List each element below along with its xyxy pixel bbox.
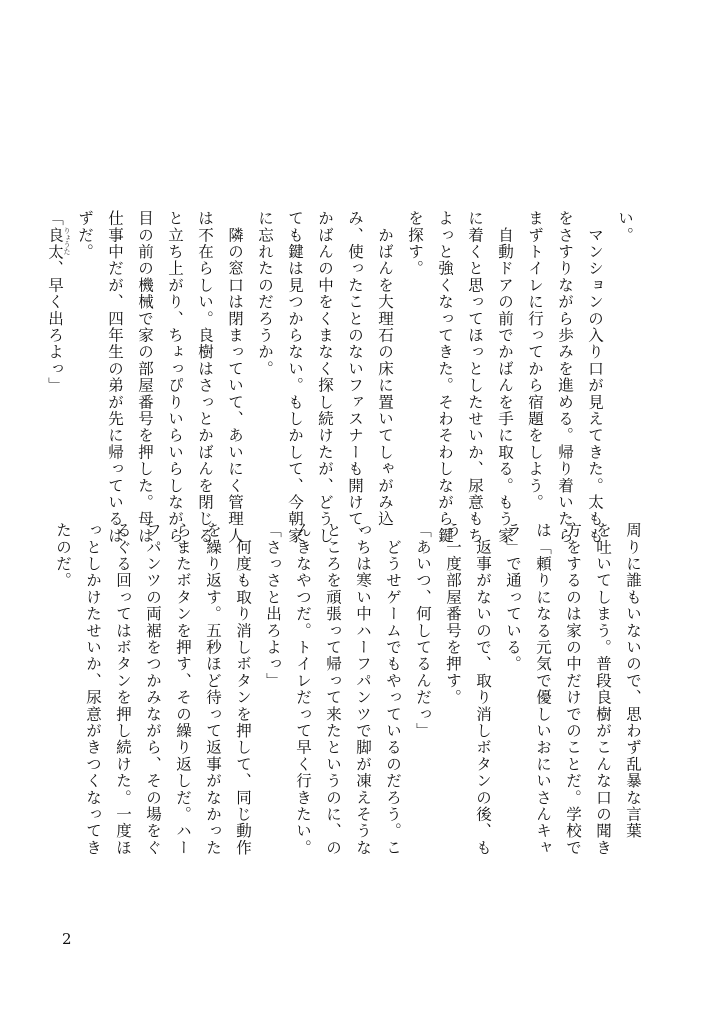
text-line: 「さっさと出ろよっ」 bbox=[264, 522, 282, 689]
text-line: んきなやつだ。トイレだって早く行きたい。 bbox=[294, 522, 312, 856]
text-line: ても鍵は見つからない。もしかして、今朝家 bbox=[286, 210, 304, 544]
quote-open: 「 bbox=[46, 210, 64, 227]
text-line: 返事がないので、取り消しボタンの後、も bbox=[474, 522, 492, 856]
text-line: っちは寒い中ハーフパンツで脚が凍えそうな bbox=[354, 522, 372, 856]
ruby-name bbox=[46, 226, 71, 261]
text-line: らまたボタンを押す、その繰り返しだ。ハー bbox=[174, 522, 192, 856]
text-line: をさすりながら歩みを進める。帰り着いたら bbox=[556, 210, 574, 544]
text-line: かばんを大理石の床に置いてしゃがみ込 bbox=[376, 210, 394, 528]
text-line: フパンツの両裾をつかみながら、その場をぐ bbox=[144, 522, 162, 856]
text-line: よっと強くなってきた。そわそわしながら鍵 bbox=[436, 210, 454, 544]
text-line: ずだ。 bbox=[76, 210, 94, 261]
text-line: い。 bbox=[616, 210, 634, 244]
ruby-reading: りょうた bbox=[63, 226, 71, 255]
upper-text-block bbox=[40, 210, 640, 561]
text-line: を繰り返す。五秒ほど待って返事がなかった bbox=[204, 522, 222, 856]
text-line: ところを頑張って帰って来たというのに、の bbox=[324, 522, 342, 856]
text-line: に着くと思ってほっとしたせいか、尿意もち bbox=[466, 210, 484, 544]
text-line: っとしかけたせいか、尿意がきつくなってき bbox=[84, 522, 102, 856]
text-line: かばんの中をくまなく探し続けたが、どうし bbox=[316, 210, 334, 544]
dialogue-line bbox=[40, 210, 70, 500]
text-line: 仕事中だが、四年生の弟が先に帰っているは bbox=[106, 210, 124, 544]
text-line: と立ち上がり、ちょっぴりいらいらしながら、 bbox=[166, 210, 184, 561]
text-line: 目の前の機械で家の部屋番号を押した。母は bbox=[136, 210, 154, 544]
text-line: う一度部屋番号を押す。 bbox=[444, 522, 462, 706]
text-line: たのだ。 bbox=[54, 522, 72, 589]
text-line: に忘れたのだろうか。 bbox=[256, 210, 274, 377]
text-line: 「あいつ、何してるんだっ」 bbox=[414, 522, 432, 740]
text-line: 隣の窓口は閉まっていて、あいにく管理人 bbox=[226, 210, 244, 544]
lower-text-block bbox=[48, 522, 648, 856]
text-line: るぐる回ってはボタンを押し続けた。一度ほ bbox=[114, 522, 132, 856]
text-line: 自動ドアの前でかばんを手に取る。もう家 bbox=[496, 210, 514, 544]
text-line: を吐いてしまう。普段良樹がこんな口の聞き bbox=[594, 522, 612, 856]
page-number: 2 bbox=[62, 930, 72, 948]
text-line: どうせゲームでもやっているのだろう。こ bbox=[384, 522, 402, 856]
text-line: は不在らしい。良樹はさっとかばんを閉じる bbox=[196, 210, 214, 544]
text-line: ラ」で通っている。 bbox=[504, 522, 522, 673]
text-line: まずトイレに行ってから宿題をしよう。 bbox=[526, 210, 544, 511]
text-line: を探す。 bbox=[406, 210, 424, 277]
text-line: 何度も取り消しボタンを押して、同じ動作 bbox=[234, 522, 252, 856]
text-line: み、使ったことのないファスナーも開けて、 bbox=[346, 210, 364, 544]
name-text: 良太 bbox=[46, 226, 64, 261]
text-line: 方をするのは家の中だけでのことだ。学校で bbox=[564, 522, 582, 856]
text-line: 周りに誰もいないので、思わず乱暴な言葉 bbox=[624, 522, 642, 840]
text-line: は「頼りになる元気で優しいおにいさんキャ bbox=[534, 522, 552, 856]
dialogue-rest: 、早く出ろよっ」 bbox=[46, 260, 64, 394]
text-line: マンションの入り口が見えてきた。太もも bbox=[586, 210, 604, 544]
